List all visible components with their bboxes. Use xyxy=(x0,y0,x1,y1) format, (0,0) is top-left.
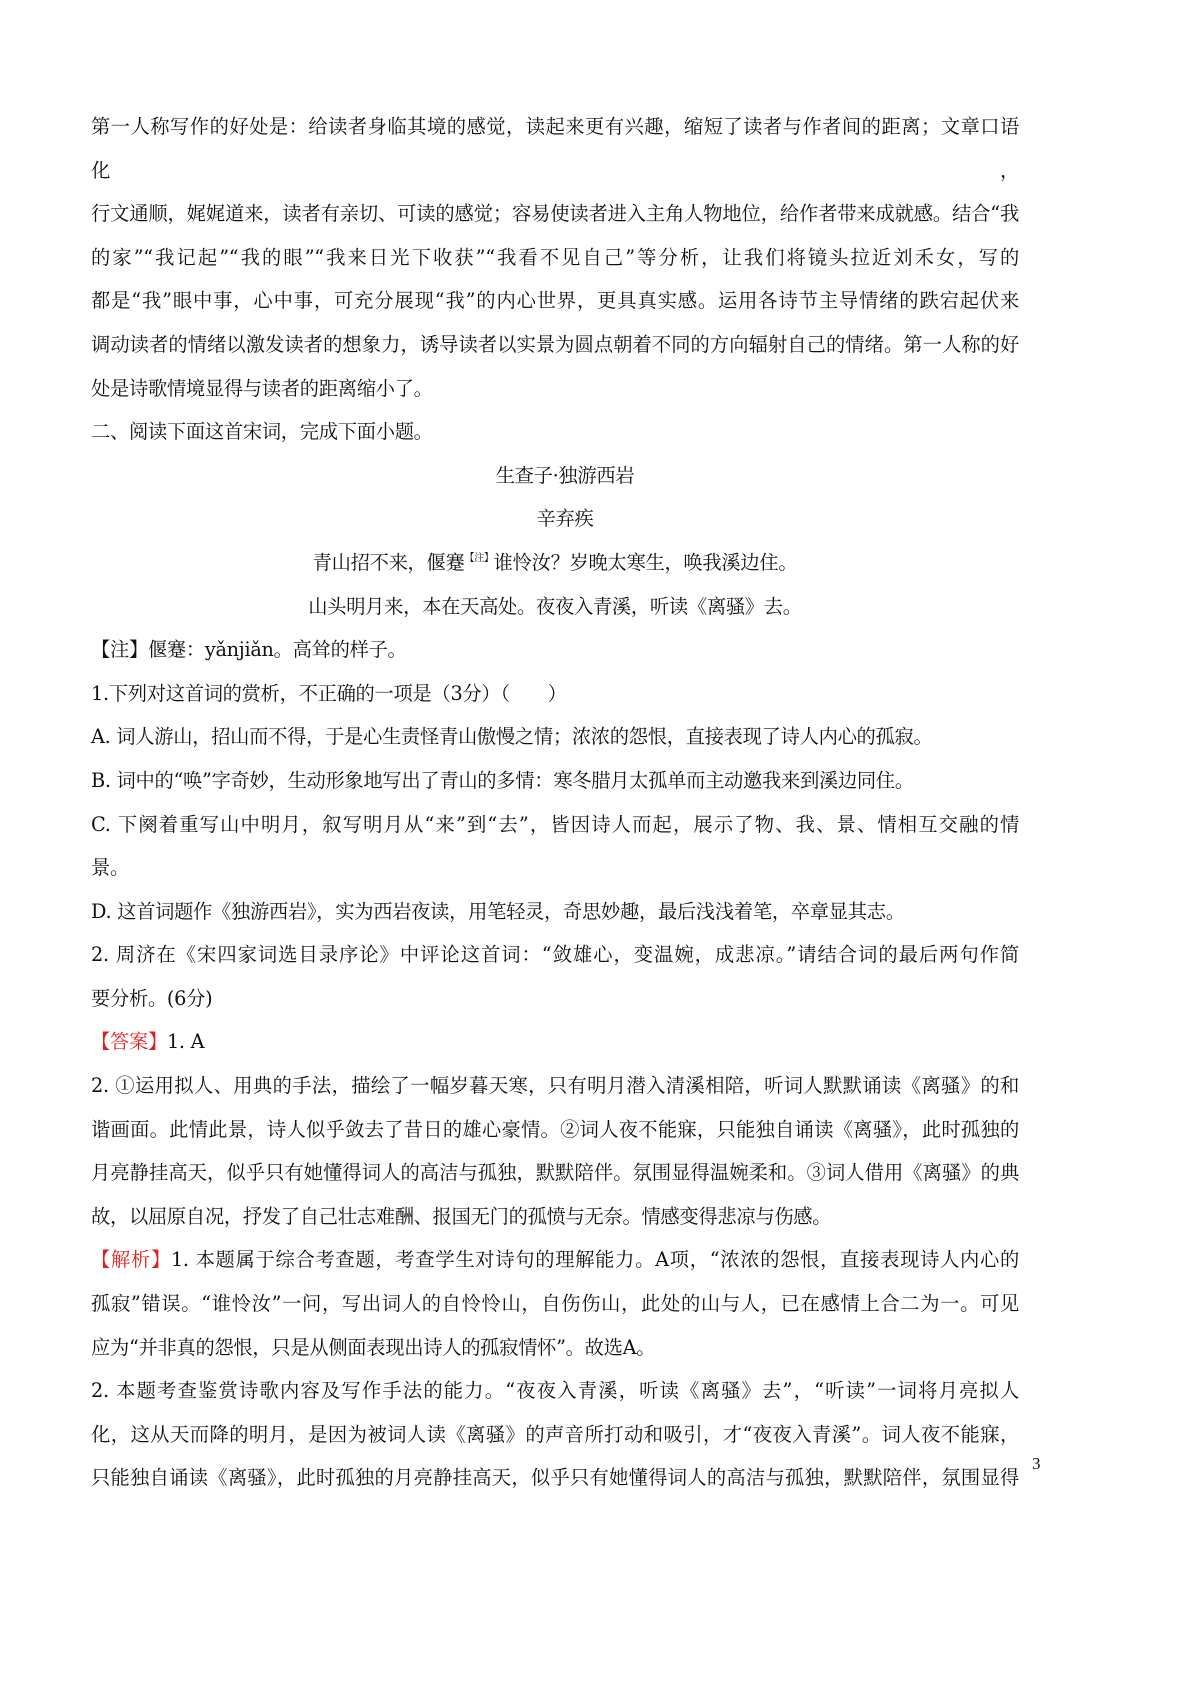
text-line xyxy=(91,105,1019,192)
analysis xyxy=(91,1369,1019,1413)
line-text: 山头明月来，本在天高处。夜夜入青溪，听读《离骚》去。 xyxy=(308,594,802,618)
line-text: 2. ①运用拟人、用典的手法，描绘了一幅岁暮天寒，只有明月潜入清溪相陪，听词人默默诵读《离骚》的和 xyxy=(91,1074,1019,1098)
line-text: 生查子·独游西岩 xyxy=(495,463,635,487)
section-label: 【解析】 xyxy=(91,1248,171,1272)
text-line xyxy=(91,192,1019,236)
footnote-marker: 【注】 xyxy=(464,552,494,564)
line-text: D. 这首词题作《独游西岩》，实为西岩夜读，用笔轻灵，奇思妙趣，最后浅浅着笔，卒章显其志。 xyxy=(91,899,905,923)
answer xyxy=(91,1108,1019,1152)
question-2 xyxy=(91,977,1019,1021)
line-text: 要分析。(6分) xyxy=(91,986,213,1010)
line-text: 孤寂”错误。“谁怜汝”一问，写出词人的自怜怜山，自伤伤山，此处的山与人，已在感情上合二为一。可见 xyxy=(91,1292,1019,1316)
page-number: 3 xyxy=(1032,1454,1041,1473)
text-line xyxy=(91,279,1019,323)
footnote xyxy=(91,628,1019,672)
poem-title xyxy=(91,454,1019,498)
option-d xyxy=(91,890,1019,934)
analysis xyxy=(91,1413,1019,1457)
line-text: B. 词中的“唤”字奇妙，生动形象地写出了青山的多情：寒冬腊月太孤单而主动邀我来到溪边同住。 xyxy=(91,768,914,792)
text-line xyxy=(91,236,1019,280)
line-text: 1.下列对这首词的赏析，不正确的一项是（3分）（ ） xyxy=(91,681,567,705)
document-body xyxy=(91,105,1019,1500)
option-a xyxy=(91,715,1019,759)
poem-author xyxy=(91,497,1019,541)
line-text: 月亮静挂高天，似乎只有她懂得词人的高洁与孤独，默默陪伴。氛围显得温婉柔和。③词人借用《离骚》的典 xyxy=(91,1161,1019,1185)
line-text: 辛弃疾 xyxy=(536,507,594,531)
line-text: 第一人称写作的好处是：给读者身临其境的感觉，读起来更有兴趣，缩短了读者与作者间的距离；文章口语化， xyxy=(91,115,1019,182)
option-b xyxy=(91,759,1019,803)
line-text: 应为“并非真的怨恨，只是从侧面表现出诗人的孤寂情怀”。故选A。 xyxy=(91,1335,656,1359)
line-text: 只能独自诵读《离骚》，此时孤独的月亮静挂高天，似乎只有她懂得词人的高洁与孤独，默默陪伴，氛围显得 xyxy=(91,1466,1019,1490)
line-text: 1. 本题属于综合考查题，考查学生对诗句的理解能力。A项，“浓浓的怨恨，直接表现诗人内心的 xyxy=(170,1248,1019,1272)
line-text: 行文通顺，娓娓道来，读者有亲切、可读的感觉；容易使读者进入主角人物地位，给作者带来成就感。结合“我 xyxy=(91,202,1019,226)
line-text: 化，这从天而降的明月，是因为被词人读《离骚》的声音所打动和吸引，才“夜夜入青溪”。词人夜不能寐， xyxy=(91,1422,1019,1446)
answer xyxy=(91,1064,1019,1108)
line-text: 景。 xyxy=(91,856,129,880)
poem-line xyxy=(91,585,1019,629)
line-text: C. 下阕着重写山中明月，叙写明月从“来”到“去”，皆因诗人而起，展示了物、我、景、情相互交融的情 xyxy=(91,812,1019,836)
line-text: 二、阅读下面这首宋词，完成下面小题。 xyxy=(91,420,433,444)
analysis xyxy=(91,1282,1019,1326)
analysis xyxy=(91,1456,1019,1500)
answer xyxy=(91,1195,1019,1239)
question-2 xyxy=(91,933,1019,977)
line-text: 2. 周济在《宋四家词选目录序论》中评论这首词：“敛雄心，变温婉，成悲凉。”请结合词的最后两句作简 xyxy=(91,943,1019,967)
question-1 xyxy=(91,672,1019,716)
line-text: 的家”“我记起”“我的眼”“我来日光下收获”“我看不见自己”等分析，让我们将镜头拉近刘禾女，写的 xyxy=(91,245,1019,269)
line-text: 处是诗歌情境显得与读者的距离缩小了。 xyxy=(91,376,433,400)
poem-line xyxy=(91,541,1019,585)
answer xyxy=(91,1151,1019,1195)
text-line xyxy=(91,410,1019,454)
text-line xyxy=(91,323,1019,367)
answer xyxy=(91,1020,1019,1064)
line-text: 谐画面。此情此景，诗人似乎敛去了昔日的雄心豪情。②词人夜不能寐，只能独自诵读《离骚》，此时孤独的 xyxy=(91,1117,1019,1141)
section-label: 【答案】 xyxy=(91,1030,167,1054)
line-text: 2. 本题考查鉴赏诗歌内容及写作手法的能力。“夜夜入青溪，听读《离骚》去”，“听读”一词将月亮拟人 xyxy=(91,1379,1019,1403)
option-c xyxy=(91,803,1019,847)
text-line xyxy=(91,367,1019,411)
line-text: A. 词人游山，招山而不得，于是心生责怪青山傲慢之情；浓浓的怨恨，直接表现了诗人内心的孤寂。 xyxy=(91,725,933,749)
line-text: 调动读者的情绪以激发读者的想象力，诱导读者以实景为圆点朝着不同的方向辐射自己的情绪。第一人称的好 xyxy=(91,332,1019,356)
line-text: 【注】偃蹇：yǎnjiǎn。高耸的样子。 xyxy=(91,638,407,662)
analysis xyxy=(91,1326,1019,1370)
line-text: 故，以屈原自况，抒发了自己壮志难酬、报国无门的孤愤与无奈。情感变得悲凉与伤感。 xyxy=(91,1204,832,1228)
line-text: 1. A xyxy=(166,1030,205,1054)
line-text: 都是“我”眼中事，心中事，可充分展现“我”的内心世界，更具真实感。运用各诗节主导情绪的跌宕起伏来 xyxy=(91,289,1019,313)
line-text: 青山招不来，偃蹇 xyxy=(312,550,465,574)
option-c xyxy=(91,846,1019,890)
analysis xyxy=(91,1238,1019,1282)
line-text: 谁怜汝？岁晚太寒生，唤我溪边住。 xyxy=(493,550,798,574)
